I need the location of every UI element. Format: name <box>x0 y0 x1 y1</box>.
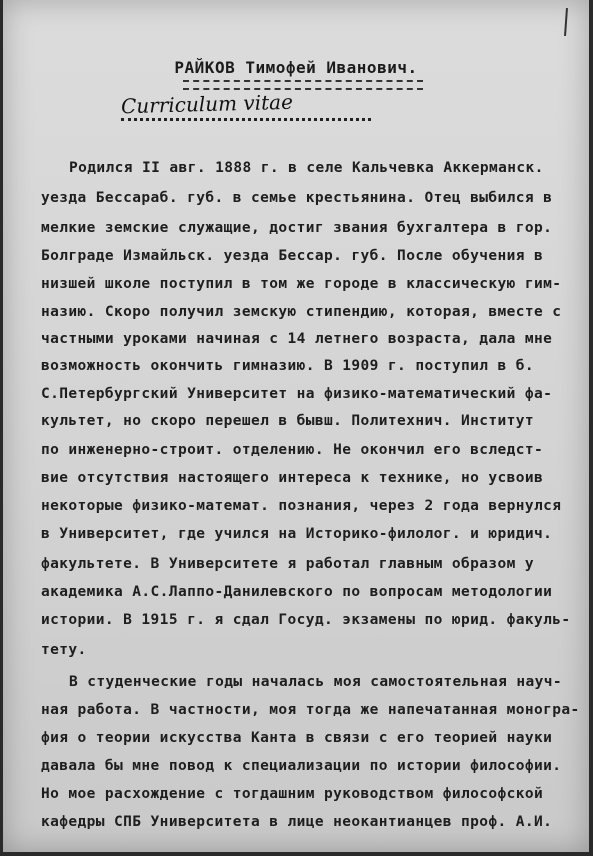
body-line: возможность окончить гимназию. В 1909 г. поступил в б. <box>41 358 535 374</box>
margin-mark <box>564 8 568 36</box>
body-line: С.Петербургский Университет на физико-математический фа- <box>41 386 553 402</box>
body-line: ная работа. В частности, моя тогда же напечатанная моногра- <box>41 702 580 718</box>
body-line: уезда Бессараб. губ. в семье крестьянина. Отец выбился в <box>41 190 553 206</box>
body-line: факультете. В Университете я работал главным образом у <box>41 556 535 572</box>
body-line: культет, но скоро перешел в бывш. Политехнич. Институт <box>41 413 535 429</box>
title-underline <box>183 80 423 90</box>
body-line: частными уроками начиная с 14 летнего возраста, дала мне <box>41 331 553 347</box>
body-line: Родился II авг. 1888 г. в селе Кальчевка Аккерманск. <box>69 160 544 176</box>
body-line: низшей школе поступил в том же городе в классическую гим- <box>41 276 562 292</box>
body-line: истории. В 1915 г. я сдал Госуд. экзамены по юрид. факуль- <box>41 612 571 628</box>
body-line: Но мое расхождение с тогдашним руководством философской <box>41 786 544 802</box>
body-line: академика А.С.Лаппо-Данилевского по вопросам методологии <box>41 584 553 600</box>
body-line: некоторые физико-математ. познания, через 2 года вернулся <box>41 498 562 514</box>
body-line: в Университет, где учился на Историко-филолог. и юридич. <box>41 526 553 542</box>
document-page <box>3 0 589 852</box>
body-line: Болграде Измайльск. уезда Бессар. губ. После обучения в <box>41 248 544 264</box>
body-line: по инженерно-строит. отделению. Не окончил его вследст- <box>41 442 544 458</box>
body-line: вие отсутствия настоящего интереса к технике, но усвоив <box>41 470 544 486</box>
body-line: кафедры СПБ Университета в лице неокантианцев проф. А.И. <box>41 814 553 830</box>
subtitle-dotted-line <box>121 118 371 121</box>
body-line: давала бы мне повод к специализации по истории философии. <box>41 758 562 774</box>
document-title: РАЙКОВ Тимофей Иванович. <box>174 58 418 77</box>
body-line: фия о теории искусства Канта в связи с его теорией науки <box>41 730 553 746</box>
body-line: тету. <box>41 642 87 658</box>
body-line: В студенческие годы началась моя самостоятельная науч- <box>69 674 563 690</box>
body-line: мелкие земские служащие, достиг звания бухгалтера в гор. <box>41 220 553 236</box>
handwritten-subtitle: Curriculum vitae <box>120 89 294 119</box>
body-line: назию. Скоро получил земскую стипендию, которая, вместе с <box>41 304 562 320</box>
